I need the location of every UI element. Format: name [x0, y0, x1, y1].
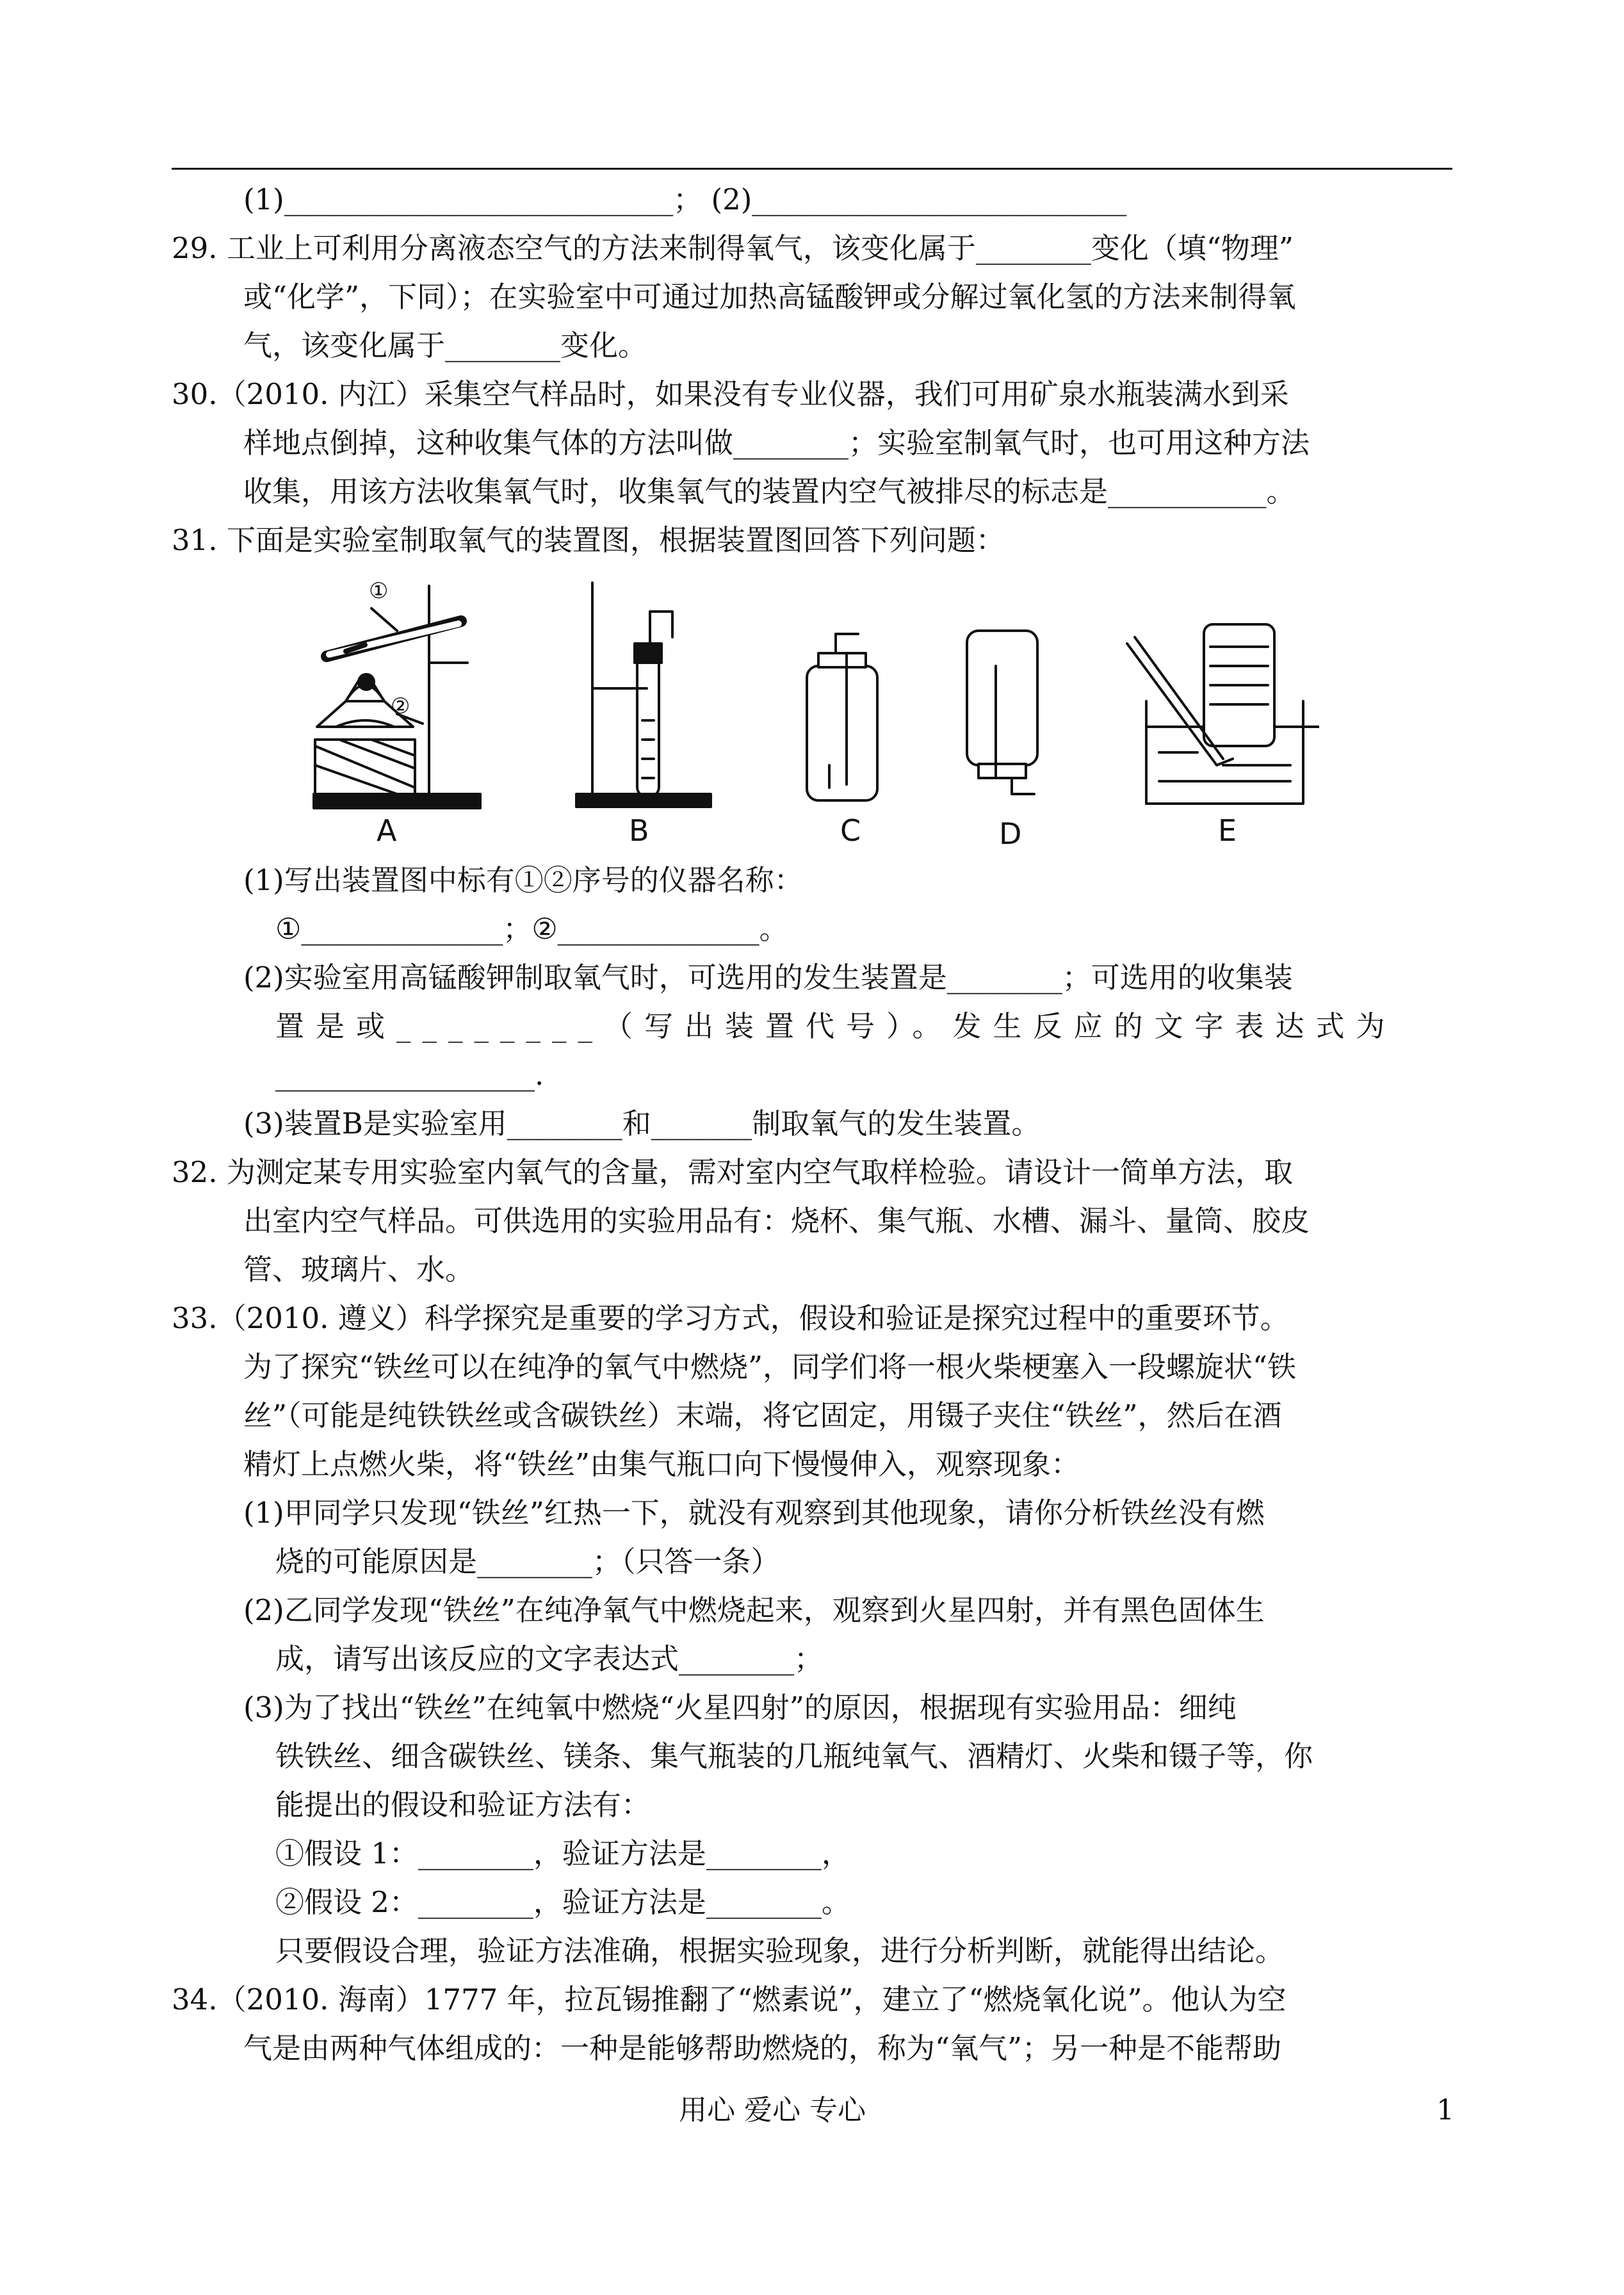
q33-3-line-1: (3)为了找出“铁丝”在纯氧中燃烧“火星四射”的原因，根据现有实验用品：细纯 [243, 1691, 1237, 1724]
apparatus-d [967, 631, 1037, 794]
marker-1: ① [369, 578, 389, 604]
q33-1-line-2: 烧的可能原因是________；（只答一条） [275, 1545, 780, 1578]
label-e: E [1218, 813, 1237, 848]
label-c: C [840, 813, 861, 848]
q30-line-2: 样地点倒掉，这种收集气体的方法叫做________；实验室制氧气时，也可用这种方法 [243, 426, 1310, 460]
q31-2-line-1: (2)实验室用高锰酸钾制取氧气时，可选用的发生装置是________；可选用的收集装 [243, 961, 1293, 994]
q31-2-line-3: __________________. [275, 1058, 544, 1092]
q33-conclusion: 只要假设合理，验证方法准确，根据实验现象，进行分析判断，就能得出结论。 [275, 1934, 1285, 1968]
q28-answer-line: (1)___________________________； (2)__________________________ [243, 182, 1127, 216]
marker-2: ② [391, 693, 410, 719]
q30-line-3: 收集，用该方法收集氧气时，收集氧气的装置内空气被排尽的标志是___________。 [243, 474, 1295, 508]
q31-1-blanks: ①______________；②______________。 [275, 912, 788, 946]
q33-hypothesis-1: ①假设 1：________，验证方法是________， [275, 1837, 850, 1870]
q32-line-1: 32. 为测定某专用实验室内氧气的含量，需对室内空气取样检验。请设计一简单方法，取 [172, 1155, 1293, 1189]
q29-line-1: 29. 工业上可利用分离液态空气的方法来制得氧气，该变化属于________变化（填“物理” [172, 231, 1294, 265]
q32-line-3: 管、玻璃片、水。 [243, 1253, 475, 1286]
q33-3-line-2: 铁铁丝、细含碳铁丝、镁条、集气瓶装的几瓶纯氧气、酒精灯、火柴和镊子等，你 [275, 1739, 1313, 1773]
q33-line-3: 丝”（可能是纯铁铁丝或含碳铁丝）末端，将它固定，用镊子夹住“铁丝”，然后在酒 [243, 1399, 1282, 1432]
apparatus-diagram [301, 573, 1319, 855]
q33-3-line-3: 能提出的假设和验证方法有： [275, 1788, 651, 1822]
q30-line-1: 30.（2010. 内江）采集空气样品时，如果没有专业仪器，我们可用矿泉水瓶装满水到采 [172, 377, 1289, 411]
label-d: D [999, 816, 1022, 851]
q31-stem: 31. 下面是实验室制取氧气的装置图，根据装置图回答下列问题： [172, 523, 1005, 557]
apparatus-b [576, 583, 711, 807]
q33-2-line-2: 成，请写出该反应的文字表达式________； [275, 1642, 824, 1676]
label-b: B [629, 813, 649, 848]
header-rule [172, 168, 1452, 170]
q34-line-1: 34.（2010. 海南）1777 年，拉瓦锡推翻了“燃素说”，建立了“燃烧氧化说”。他认为空 [172, 1983, 1287, 2016]
q33-2-line-1: (2)乙同学发现“铁丝”在纯净氧气中燃烧起来，观察到火星四射，并有黑色固体生 [243, 1593, 1265, 1627]
page-number: 1 [1436, 2094, 1454, 2127]
q33-line-2: 为了探究“铁丝可以在纯净的氧气中燃烧”，同学们将一根火柴梗塞入一段螺旋状“铁 [243, 1350, 1297, 1384]
q34-line-2: 气是由两种气体组成的：一种是能够帮助燃烧的，称为“氧气”；另一种是不能帮助 [243, 2031, 1282, 2065]
footer-motto: 用心 爱心 专心 [679, 2094, 866, 2127]
q31-2-line-2: 置是或________（写出装置代号）。发生反应的文字表达式为 [275, 1009, 1397, 1043]
q33-1-line-1: (1)甲同学只发现“铁丝”红热一下，就没有观察到其他现象，请你分析铁丝没有燃 [243, 1496, 1265, 1530]
apparatus-figure [301, 573, 1319, 855]
q29-line-3: 气，该变化属于________变化。 [243, 328, 647, 362]
q32-line-2: 出室内空气样品。可供选用的实验用品有：烧杯、集气瓶、水槽、漏斗、量筒、胶皮 [243, 1204, 1310, 1238]
apparatus-c [807, 634, 877, 800]
q29-line-2: 或“化学”，下同）；在实验室中可通过加热高锰酸钾或分解过氧化氢的方法来制得氧 [243, 280, 1296, 314]
q33-hypothesis-2: ②假设 2：________，验证方法是________。 [275, 1885, 850, 1919]
label-a: A [377, 813, 397, 848]
q31-3-line: (3)装置B是实验室用________和_______制取氧气的发生装置。 [243, 1107, 1041, 1140]
q33-line-4: 精灯上点燃火柴，将“铁丝”由集气瓶口向下慢慢伸入，观察现象： [243, 1447, 1080, 1481]
q33-line-1: 33.（2010. 遵义）科学探究是重要的学习方式，假设和验证是探究过程中的重要环节。 [172, 1301, 1289, 1335]
apparatus-e [1127, 624, 1319, 804]
q31-1-prompt: (1)写出装置图中标有①②序号的仪器名称： [243, 863, 803, 897]
